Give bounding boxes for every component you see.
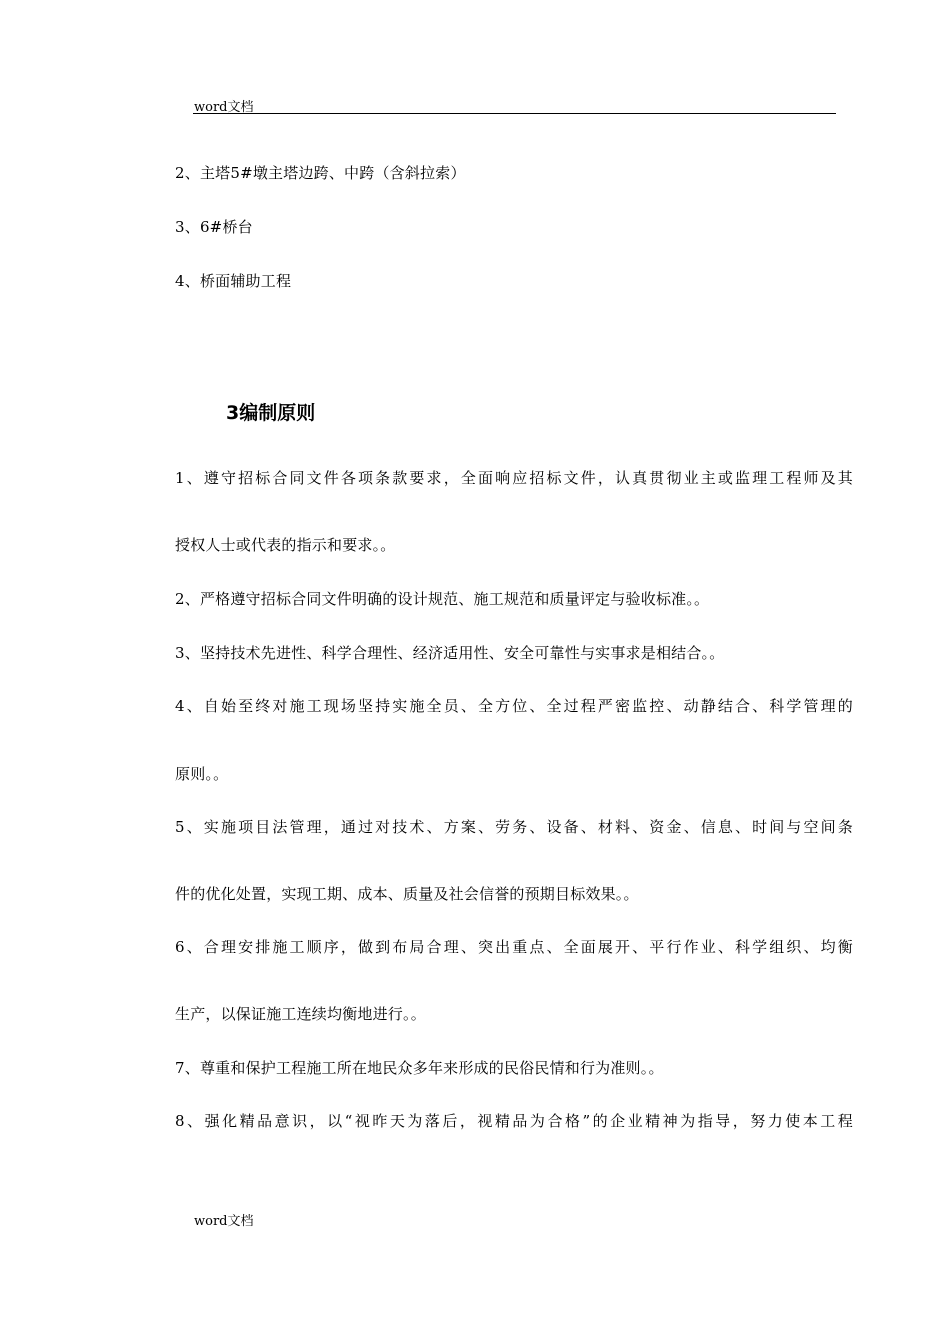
body-line: 授权人士或代表的指示和要求。。 — [175, 536, 396, 554]
body-line: 生产，以保证施工连续均衡地进行。。 — [175, 1005, 426, 1023]
body-line: 6、合理安排施工顺序，做到布局合理、突出重点、全面展开、平行作业、科学组织、均衡 — [175, 938, 853, 956]
list-item: 3、6#桥台 — [175, 218, 253, 236]
header-divider — [193, 113, 836, 114]
body-line: 1、遵守招标合同文件各项条款要求，全面响应招标文件，认真贯彻业主或监理工程师及其 — [175, 469, 853, 487]
section-heading: 3编制原则 — [226, 402, 316, 424]
header-text: word文档 — [194, 100, 254, 115]
list-item: 4、桥面辅助工程 — [175, 272, 292, 290]
body-line: 原则。。 — [175, 765, 229, 783]
body-line: 4、自始至终对施工现场坚持实施全员、全方位、全过程严密监控、动静结合、科学管理的 — [175, 697, 853, 715]
body-line: 5、实施项目法管理，通过对技术、方案、劳务、设备、材料、资金、信息、时间与空间条 — [175, 818, 853, 836]
body-line: 3、坚持技术先进性、科学合理性、经济适用性、安全可靠性与实事求是相结合。。 — [175, 644, 725, 662]
footer-text: word文档 — [194, 1214, 254, 1229]
body-line: 2、严格遵守招标合同文件明确的设计规范、施工规范和质量评定与验收标准。。 — [175, 590, 710, 608]
list-item: 2、主塔5#墩主塔边跨、中跨（含斜拉索） — [175, 164, 466, 182]
body-line: 7、尊重和保护工程施工所在地民众多年来形成的民俗民情和行为准则。。 — [175, 1059, 664, 1077]
body-line: 件的优化处置，实现工期、成本、质量及社会信誉的预期目标效果。。 — [175, 885, 639, 903]
body-line: 8、强化精品意识，以“视昨天为落后，视精品为合格”的企业精神为指导，努力使本工程 — [175, 1112, 853, 1130]
